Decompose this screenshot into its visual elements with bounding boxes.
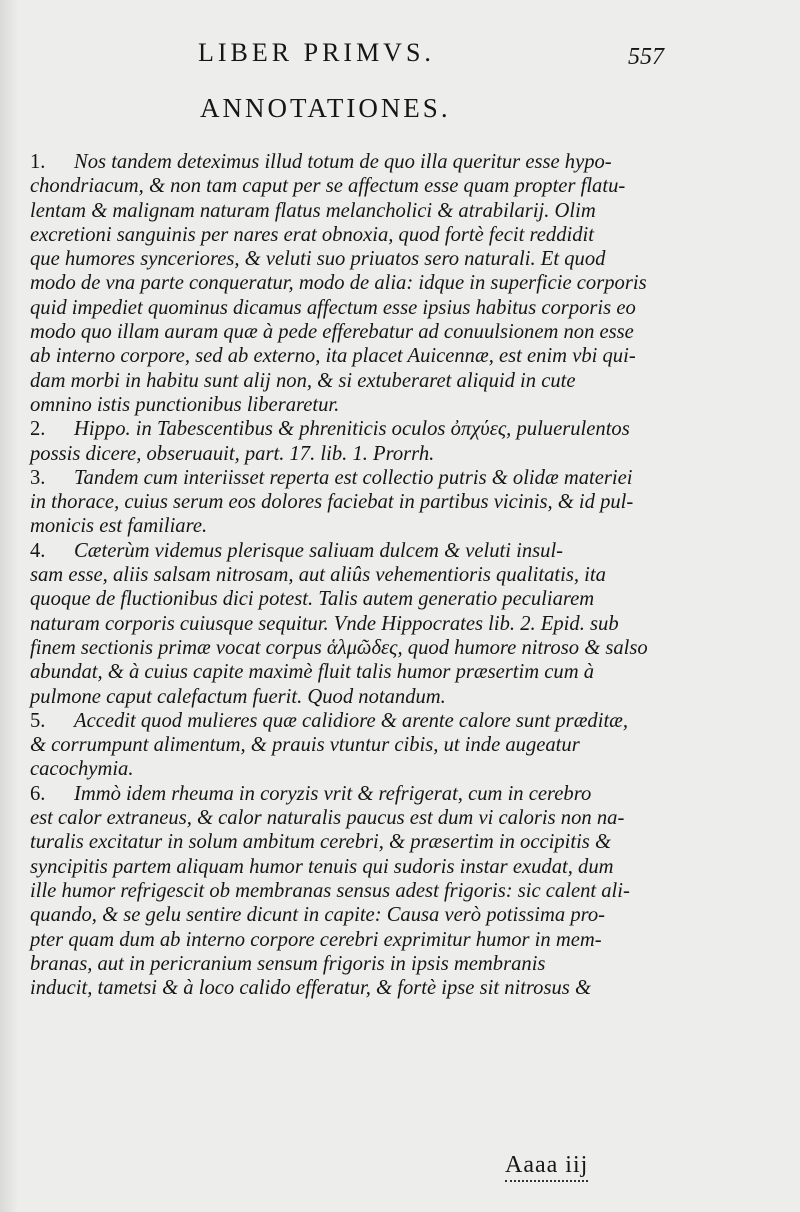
annotation-line	[30, 879, 690, 903]
annotation-text: syncipitis partem aliquam humor tenuis qui sudoris instar exudat, dum	[30, 855, 614, 878]
signature-mark: Aaaa iij	[505, 1152, 588, 1182]
annotation-text: sam esse, aliis salsam nitrosam, aut aliûs vehementioris qualitatis, ita	[30, 564, 606, 587]
annotation-text: modo quo illam auram quæ à pede efferebatur ad conuulsionem non esse	[30, 321, 634, 344]
annotation-text: pter quam dum ab interno corpore cerebri exprimitur humor in mem-	[30, 928, 602, 951]
annotation-line	[30, 271, 690, 295]
annotation-text: turalis excitatur in solum ambitum cerebri, & præsertim in occipitis &	[30, 831, 611, 854]
annotation-text: ille humor refrigescit ob membranas sensus adest frigoris: sic calent ali-	[30, 879, 630, 902]
annotation-line	[30, 587, 690, 611]
annotation-number: 3.	[30, 466, 46, 489]
annotation-line	[30, 514, 690, 538]
annotation-text: in thorace, cuius serum eos dolores faciebat in partibus vicinis, & id pul-	[30, 491, 634, 514]
annotation-text: quoque de fluctionibus dici potest. Talis autem generatio peculiarem	[30, 588, 595, 611]
annotation-text: ab interno corpore, sed ab externo, ita placet Auicennæ, est enim vbi qui-	[30, 345, 636, 368]
annotation-text: abundat, & à cuius capite maximè fluit talis humor præsertim cum à	[30, 661, 595, 684]
annotation-number: 1.	[30, 151, 46, 173]
annotation-line	[30, 636, 690, 660]
annotation-line	[30, 369, 690, 393]
annotation-entry	[30, 417, 690, 466]
annotation-line	[30, 320, 690, 344]
page-gutter-shadow	[0, 0, 18, 1212]
annotation-line	[30, 660, 690, 684]
annotation-text: monicis est familiare.	[30, 515, 208, 538]
annotation-text: modo de vna parte conqueratur, modo de alia: idque in superficie corporis	[30, 272, 647, 295]
annotation-text: Cæterùm videmus plerisque saliuam dulcem & veluti insul-	[74, 539, 564, 562]
annotation-text: quid impediet quominus dicamus affectum esse ipsius habitus corporis eo	[30, 296, 636, 319]
annotation-text: branas, aut in pericranium sensum frigoris in ipsis membranis	[30, 952, 546, 975]
annotation-line	[30, 903, 690, 927]
annotation-text: Hippo. in Tabescentibus & phreniticis oculos ὀπχύες, puluerulentos	[74, 418, 630, 441]
annotation-text: excretioni sanguinis per nares erat obnoxia, quod fortè fecit reddidit	[30, 223, 594, 246]
annotation-text: cacochymia.	[30, 758, 134, 781]
annotation-line	[30, 928, 690, 952]
annotation-number: 6.	[30, 782, 46, 805]
annotation-text: Tandem cum interiisset reperta est collectio putris & olidæ materiei	[74, 466, 633, 489]
annotation-text: Accedit quod mulieres quæ calidiore & arente calore sunt præditæ,	[74, 709, 629, 732]
section-title: ANNOTATIONES.	[200, 93, 451, 123]
annotation-line	[30, 247, 690, 271]
annotation-line	[30, 733, 690, 757]
annotation-line	[30, 806, 690, 830]
annotation-line	[30, 685, 690, 709]
annotation-text: chondriacum, & non tam caput per se affectum esse quam propter flatu-	[30, 175, 626, 198]
annotation-text: est calor extraneus, & calor naturalis paucus est dum vi caloris non na-	[30, 807, 625, 830]
annotation-line	[30, 563, 690, 587]
annotation-text: omnino istis punctionibus liberaretur.	[30, 393, 340, 416]
annotation-entry	[30, 539, 690, 709]
annotation-text: quando, & se gelu sentire dicunt in capite: Causa verò potissima pro-	[30, 904, 606, 927]
annotation-number: 2.	[30, 418, 46, 441]
annotation-text: naturam corporis cuiusque sequitur. Vnde Hippocrates lib. 2. Epid. sub	[30, 612, 619, 635]
annotation-text: & corrumpunt alimentum, & prauis vtuntur cibis, ut inde augeatur	[30, 734, 580, 757]
annotation-line	[30, 830, 690, 854]
annotation-text: lentam & malignam naturam flatus melancholici & atrabilarij. Olim	[30, 199, 596, 222]
annotation-entry	[30, 709, 690, 782]
annotation-text: Immò idem rheuma in coryzis vrit & refrigerat, cum in cerebro	[74, 782, 592, 805]
annotation-number: 5.	[30, 709, 46, 732]
annotation-text: pulmone caput calefactum fuerit. Quod notandum.	[30, 685, 446, 708]
annotation-line	[30, 612, 690, 636]
annotation-line	[30, 539, 690, 563]
annotation-text: possis dicere, obseruauit, part. 17. lib. 1. Prorrh.	[30, 442, 435, 465]
annotation-number: 4.	[30, 539, 46, 562]
annotation-line	[30, 393, 690, 417]
annotation-entry	[30, 782, 690, 1001]
annotation-line	[30, 344, 690, 368]
page-number: 557	[628, 44, 664, 70]
annotation-line	[30, 150, 690, 174]
running-head	[0, 34, 800, 74]
annotation-text: Nos tandem deteximus illud totum de quo illa queritur esse hypo-	[74, 151, 612, 173]
annotation-line	[30, 490, 690, 514]
annotation-line	[30, 466, 690, 490]
annotation-line	[30, 223, 690, 247]
annotation-line	[30, 442, 690, 466]
annotation-line	[30, 757, 690, 781]
annotation-text: inducit, tametsi & à loco calido efferatur, & fortè ipse sit nitrosus &	[30, 977, 591, 1000]
annotations-body	[30, 150, 690, 1000]
running-title: LIBER PRIMVS.	[198, 38, 435, 67]
annotation-line	[30, 952, 690, 976]
annotation-text: que humores synceriores, & veluti suo priuatos sero naturali. Et quod	[30, 248, 606, 271]
annotation-line	[30, 782, 690, 806]
annotation-text: dam morbi in habitu sunt alij non, & si extuberaret aliquid in cute	[30, 369, 576, 392]
annotation-entry	[30, 466, 690, 539]
annotation-line	[30, 976, 690, 1000]
annotation-line	[30, 417, 690, 441]
annotation-line	[30, 174, 690, 198]
annotation-entry	[30, 150, 690, 417]
annotation-text: finem sectionis primæ vocat corpus ἁλμῶδες, quod humore nitroso & salso	[30, 636, 648, 659]
annotation-line	[30, 855, 690, 879]
annotation-line	[30, 296, 690, 320]
annotation-line	[30, 709, 690, 733]
annotation-line	[30, 199, 690, 223]
